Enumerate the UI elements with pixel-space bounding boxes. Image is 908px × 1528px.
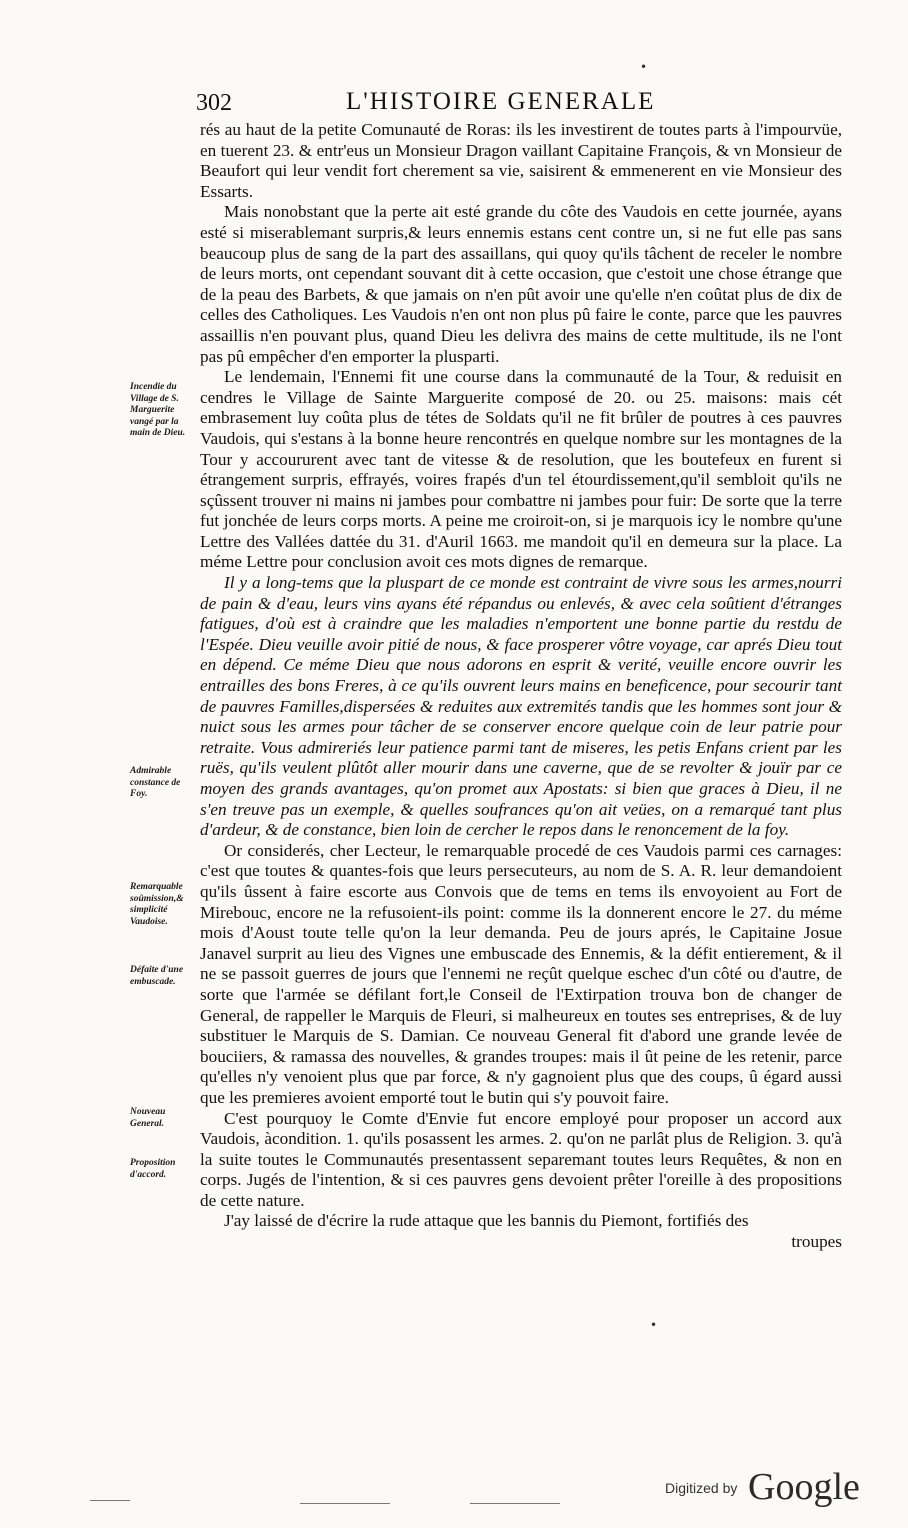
digitized-by-label: Digitized by [665,1480,738,1496]
quoted-letter: Il y a long-tems que la pluspart de ce monde est contraint de vivre sous les armes,nourri de pain & d'eau, leurs vins ayans été répandus ou enlevés, & avec cela soûtient d'étranges fatigues, d'où est à craindre que les maladies n'emportent une bonne partie du restdu de l'Espée. Dieu veuille avoir pitié de nous, & face prosperer vôtre voyage, car aprés Dieu tout en dépend. Ce méme Dieu que nous adorons en esprit & verité, veuille encore ouvrir les entrailles des bons Freres, à ce qu'ils ouvrent leurs mains en beneficence, pour secourir tant de pauvres Familles,dispersées & reduites aux extremités tandis que les hommes sont jour & nuict sous les armes pour tâcher de se conserver encore quelque coin de leur patrie pour retraite. Vous admireriés leur patience parmi tant de miseres, les petis Enfans crient par les ruës, qu'ils veulent plûtôt aller mourir dans une caverne, que de se revolter & jouïr par ce moyen des grands avantages, qu'on promet aux Apostats: si bien que graces à Dieu, il ne s'en treuve pas un exemple, & quelles soufrances qu'on ait veües, on a remarqué tant plus d'ardeur, & de constance, bien loin de cercher le repos dans le renoncement de la foy. [200,573,842,840]
footer-rule [470,1503,560,1504]
margin-note: Admirable constance de Foy. [130,766,181,799]
margin-note: Remarquable soûmission,& simplicité Vaudoise. [130,882,184,927]
catchword: troupes [791,1232,842,1252]
paragraph: Or considerés, cher Lecteur, le remarquable procedé de ces Vaudois parmi ces carnages: c'est que toutes & quantes-fois que leurs persecuteurs, au nom de S. A. R. leur demandoient qu'ils ûssent à faire escorte aus Convois que de tems en tems ils envoyoient au Fort de Mirebouc, encore ne la refusoient-ils point: comme ils la donnerent encore le 27. du méme mois d'Aoust toute telle qu'on la leur demanda. Peu de jours aprés, le Capitaine Josue Janavel surprit au lieu des Vignes une embuscade des Ennemis, & la défit entierement, & il ne se passoit guerres de jours que l'ennemi ne reçût quelque eschec d'un côté ou d'autre, de sorte que l'armée se défilant fort,le Conseil de l'Extirpation trouva bon de changer de General, de rappeller le Marquis de Fleuri, si malheureux en toutes ses entreprises, & de luy substituer le Marquis de S. Damian. Ce nouveau General fit d'abord une grande levée de bouciiers, & ramassa des nouvelles, & grandes troupes: mais il ût peine de les retenir, parce qu'elles n'y venoient plus que par force, & n'y gagnoient plus que des coups, û égard aussi que les premieres avoient emporté tout le butin qui s'y pouvoit faire. [200,840,842,1107]
paragraph: Mais nonobstant que la perte ait esté grande du côte des Vaudois en cette journée, ayans esté si miserablemant surpris,& leurs ennemis estans cent contre un, si ne fut elle pas sans beaucoup plus de sang de la part des assaillans, qui quoy qu'ils tâchent de receler le nombre de leurs morts, ont cependant souvant dit à cette occasion, que c'estoit une chose étrange que de la peau des Barbets, & que jamais on n'en pût avoir une qu'elle n'en coûtat plus de dix de celles des Catholiques. Les Vaudois n'en ont non plus pû faire le conte, parce que les pauvres assaillis n'en pouvant plus, quand Dieu les delivra des mains de cette multitude, ils ne l'ont pas pû empêcher d'en emporter la plusparti. [200,202,842,366]
margin-note: Nouveau General. [130,1107,166,1129]
page-number: 302 [196,90,232,116]
body-text [200,120,842,1253]
margin-note: Proposition d'accord. [130,1158,176,1180]
paragraph: rés au haut de la petite Comunauté de Roras: ils les investirent de toutes parts à l'impourvüe, en tuerent 23. & entr'eus un Monsieur Dragon vaillant Capitaine François, & vn Monsieur de Beaufort qui leur vendit fort cherement sa vie, saisirent & emmenerent en vie Monsieur des Essarts. [200,120,842,201]
margin-note: Incendie du Village de S. Marguerite vangé par la main de Dieu. [130,382,186,438]
footer-rule [90,1500,130,1501]
running-title: L'HISTOIRE GENERALE [346,88,656,115]
paragraph: C'est pourquoy le Comte d'Envie fut encore employé pour proposer un accord aux Vaudois, àcondition. 1. qu'ils posassent les armes. 2. qu'on ne parlât plus de Religion. 3. qu'à la suite toutes le Communautés presentassent separemant toutes leurs Requêtes, & non en corps. Jugés de l'intention, & si ces pauvres gens devoient prêter l'oreille à des propositions de cette nature. [200,1108,842,1210]
paragraph: Le lendemain, l'Ennemi fit une course dans la communauté de la Tour, & reduisit en cendres le Village de Sainte Marguerite composé de 20. ou 25. maisons: mais cét embrasement luy coûta plus de tétes de Soldats qu'il ne fit brûler de poutres à ces pauvres Vaudois, qui s'estans à la bonne heure rencontrés en quelque nombre sur les montagnes de la Tour y accoururent avec tant de vitesse & de resolution, que les boutefeux en furent si étrangement surpris, effrayés, voires frapés d'un tel étourdissement,qu'il sembloit qu'ils ne sçûssent trouver ni mains ni jambes pour combattre ni jambes pour fuir: De sorte que la terre fut jonchée de leurs corps morts. A peine me croiroit-on, si je marquois icy le nombre qu'une Lettre des Vallées dattée du 31. d'Auril 1663. me mandoit qu'il en demeura sur la place. La méme Lettre pour conclusion avoit ces mots dignes de remarque. [200,367,842,572]
ornament-dot: • [640,60,648,74]
paragraph: J'ay laissé de d'écrire la rude attaque que les bannis du Piemont, fortifiés des [224,1211,749,1231]
margin-note: Défaite d'une embuscade. [130,965,184,987]
footer-rule [300,1503,390,1504]
google-logo: Google [748,1466,860,1508]
ornament-dot: • [650,1318,658,1332]
